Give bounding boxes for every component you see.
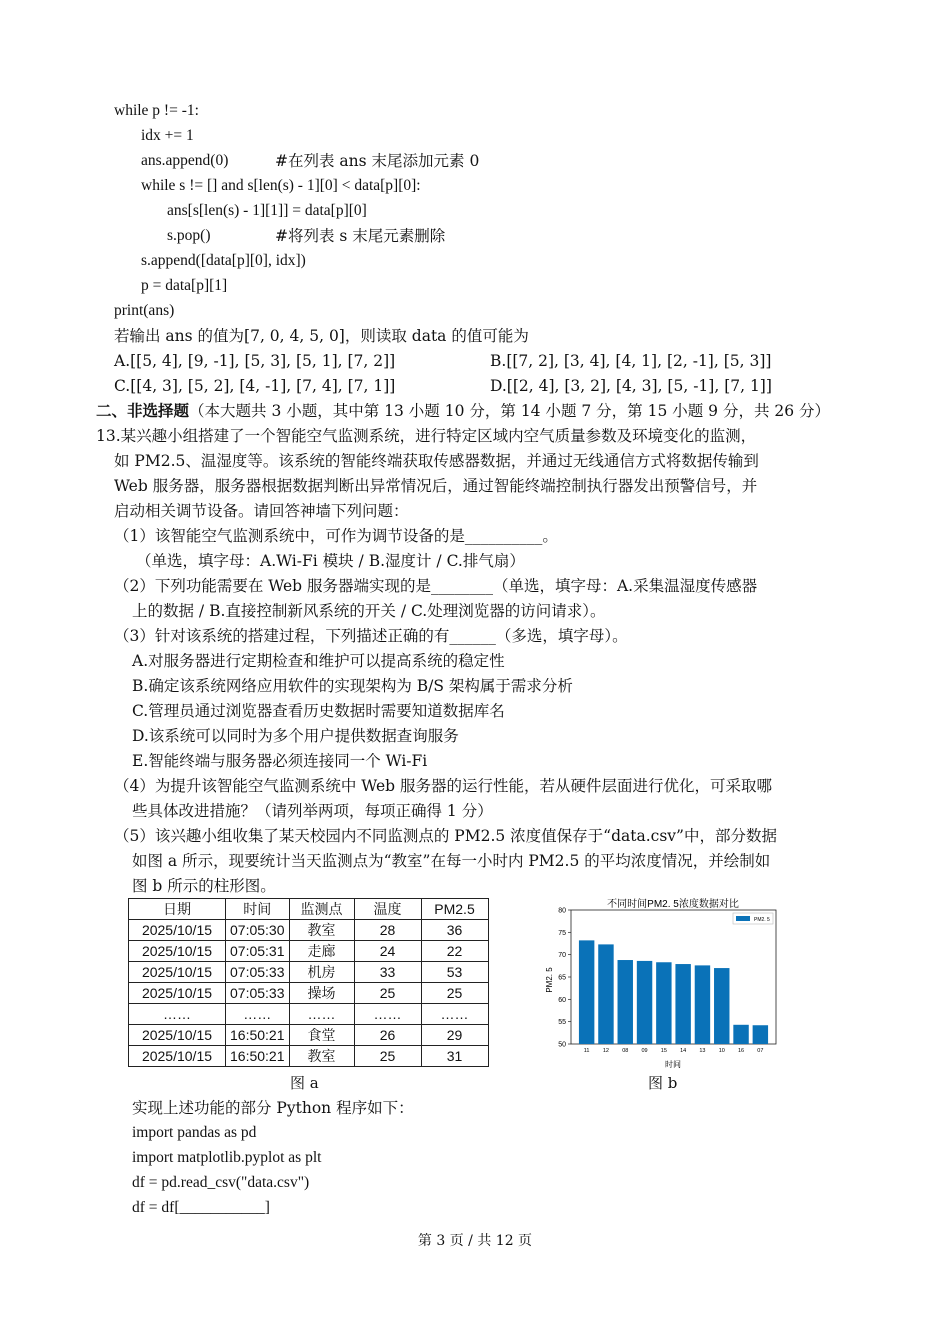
table-cell: …… (354, 1004, 421, 1025)
table-cell: 走廊 (289, 941, 354, 962)
y-axis-label: PM2. 5 (545, 967, 554, 993)
sub-question-3: （3）针对该系统的搭建过程，下列描述正确的有______（多选，填字母）。 (114, 627, 628, 645)
sub-question-1: （1）该智能空气监测系统中，可作为调节设备的是__________。 (114, 527, 558, 545)
col-header: 日期 (129, 899, 226, 920)
table-cell: 16:50:21 (226, 1024, 290, 1045)
table-cell: 16:50:21 (226, 1045, 290, 1066)
table-cell: 07:05:33 (226, 962, 290, 983)
table-cell: 28 (354, 920, 421, 941)
x-tick-label: 13 (699, 1048, 706, 1054)
x-tick-label: 15 (660, 1048, 667, 1054)
legend-swatch (736, 916, 750, 921)
table-cell: 07:05:30 (226, 920, 290, 941)
bar (579, 940, 594, 1044)
y-tick-label: 75 (558, 929, 566, 937)
col-header: 时间 (226, 899, 290, 920)
code-line: p = data[p][1] (141, 277, 228, 294)
y-tick-label: 60 (558, 996, 566, 1004)
figure-a-caption: 图 a (290, 1074, 319, 1092)
sub-question-3-option: C.管理员通过浏览器查看历史数据时需要知道数据库名 (132, 702, 505, 720)
code-line: import matplotlib.pyplot as plt (132, 1149, 322, 1166)
question-stem: 若输出 ans 的值为[7, 0, 4, 5, 0]，则读取 data 的值可能为 (114, 327, 529, 345)
table-cell: 33 (354, 962, 421, 983)
table-cell: 29 (421, 1024, 488, 1045)
table-cell: …… (226, 1004, 290, 1025)
chart-title: 不同时间PM2. 5浓度数据对比 (607, 899, 739, 910)
code-line: s.append([data[p][0], idx]) (141, 252, 306, 269)
table-cell: 2025/10/15 (129, 983, 226, 1004)
data-table (128, 898, 489, 1067)
sub-question-3-option: D.该系统可以同时为多个用户提供数据查询服务 (132, 727, 459, 745)
code-line: while p != -1: (114, 102, 199, 119)
table-row (129, 962, 489, 983)
q13-intro: 启动相关调节设备。请回答神墙下列问题： (114, 502, 409, 520)
sub-question-2-cont: 上的数据 / B.直接控制新风系统的开关 / C.处理浏览器的访问请求）。 (132, 602, 606, 620)
code-comment: #将列表 s 末尾元素删除 (275, 227, 446, 245)
table-row (129, 983, 489, 1004)
sub-question-5: （5）该兴趣小组收集了某天校园内不同监测点的 PM2.5 浓度值保存于“data.csv”中，部分数据 (114, 827, 777, 845)
section-desc: （本大题共 3 小题，其中第 13 小题 10 分，第 14 小题 7 分，第 15 小题 9 分，共 26 分） (189, 402, 831, 420)
table-row (129, 920, 489, 941)
col-header: 监测点 (289, 899, 354, 920)
table-cell: 53 (421, 962, 488, 983)
q13-intro: 13.某兴趣小组搭建了一个智能空气监测系统，进行特定区域内空气质量参数及环境变化的监测， (96, 427, 757, 445)
table-row (129, 1045, 489, 1066)
table-row (129, 1024, 489, 1045)
x-tick-label: 11 (583, 1048, 590, 1054)
table-cell: 机房 (289, 962, 354, 983)
x-tick-label: 16 (737, 1048, 745, 1054)
y-tick-label: 65 (558, 974, 566, 982)
table-cell: 26 (354, 1024, 421, 1045)
bar-chart (538, 892, 788, 1072)
q13-intro: 如 PM2.5、温湿度等。该系统的智能终端获取传感器数据，并通过无线通信方式将数据传输到 (114, 452, 759, 470)
code-intro: 实现上述功能的部分 Python 程序如下： (132, 1099, 414, 1117)
x-tick-label: 12 (602, 1048, 610, 1054)
bar (637, 961, 652, 1044)
code-line: ans.append(0) (141, 152, 229, 169)
bar (656, 962, 671, 1044)
bar (675, 964, 690, 1044)
table-cell: 25 (421, 983, 488, 1004)
y-tick-label: 55 (558, 1019, 566, 1027)
code-line: while s != [] and s[len(s) - 1][0] < data[p][0]: (141, 177, 421, 194)
code-line: df = pd.read_csv("data.csv") (132, 1174, 310, 1191)
table-header-row (129, 899, 489, 920)
code-comment: #在列表 ans 末尾添加元素 0 (275, 152, 480, 170)
option-d: D.[[2, 4], [3, 2], [4, 3], [5, -1], [7, 1]] (490, 377, 772, 395)
bar (714, 968, 729, 1044)
table-cell: 24 (354, 941, 421, 962)
x-tick-label: 08 (622, 1048, 629, 1054)
table-cell: 07:05:33 (226, 983, 290, 1004)
x-axis-label: 时间 (665, 1060, 681, 1069)
table-cell: 2025/10/15 (129, 1024, 226, 1045)
table-row (129, 941, 489, 962)
code-line: import pandas as pd (132, 1124, 257, 1141)
table-cell: …… (421, 1004, 488, 1025)
sub-question-3-option: A.对服务器进行定期检查和维护可以提高系统的稳定性 (132, 652, 505, 670)
table-cell: …… (289, 1004, 354, 1025)
code-line: idx += 1 (141, 127, 194, 144)
legend-label: PM2. 5 (754, 917, 770, 923)
code-line: print(ans) (114, 302, 175, 319)
table-cell: 教室 (289, 920, 354, 941)
table-cell: 2025/10/15 (129, 962, 226, 983)
option-a: A.[[5, 4], [9, -1], [5, 3], [5, 1], [7, 2]] (114, 352, 396, 370)
y-tick-label: 70 (558, 952, 566, 960)
table-cell: 25 (354, 1045, 421, 1066)
sub-question-2: （2）下列功能需要在 Web 服务器端实现的是________（单选，填字母：A.采集温湿度传感器 (114, 577, 758, 595)
sub-question-5-cont: 图 b 所示的柱形图。 (132, 877, 276, 895)
col-header: PM2.5 (421, 899, 488, 920)
table-cell: 食堂 (289, 1024, 354, 1045)
bar (618, 960, 633, 1044)
table-cell: 教室 (289, 1045, 354, 1066)
x-tick-label: 07 (757, 1048, 764, 1054)
bar (695, 965, 710, 1044)
sub-question-4-cont: 些具体改进措施？（请列举两项，每项正确得 1 分） (132, 802, 493, 820)
x-tick-label: 09 (641, 1048, 648, 1054)
code-line: ans[s[len(s) - 1][1]] = data[p][0] (167, 202, 367, 219)
table-cell: 25 (354, 983, 421, 1004)
bar (598, 944, 613, 1044)
bar (733, 1025, 748, 1044)
sub-question-4: （4）为提升该智能空气监测系统中 Web 服务器的运行性能，若从硬件层面进行优化，可采取哪 (114, 777, 772, 795)
option-b: B.[[7, 2], [3, 4], [4, 1], [2, -1], [5, 3]] (490, 352, 772, 370)
table-row (129, 1004, 489, 1025)
q13-intro: Web 服务器，服务器根据数据判断出异常情况后，通过智能终端控制执行器发出预警信号，并 (114, 477, 758, 495)
figure-b-caption: 图 b (648, 1074, 678, 1092)
table-cell: 操场 (289, 983, 354, 1004)
x-tick-label: 14 (680, 1048, 687, 1054)
page-footer: 第 3 页 / 共 12 页 (417, 1233, 533, 1249)
y-tick-label: 80 (558, 907, 566, 915)
table-cell: 31 (421, 1045, 488, 1066)
bar (753, 1025, 768, 1044)
sub-question-1-hint: （单选，填字母：A.Wi-Fi 模块 / B.湿度计 / C.排气扇） (136, 552, 525, 570)
table-cell: 22 (421, 941, 488, 962)
sub-question-3-option: B.确定该系统网络应用软件的实现架构为 B/S 架构属于需求分析 (132, 677, 573, 695)
table-cell: 2025/10/15 (129, 920, 226, 941)
y-tick-label: 50 (558, 1041, 566, 1049)
col-header: 温度 (354, 899, 421, 920)
section-title: 二、非选择题 (96, 401, 190, 420)
section-heading (96, 400, 830, 422)
code-line: s.pop() (167, 227, 211, 244)
x-tick-label: 10 (718, 1048, 725, 1054)
table-cell: 36 (421, 920, 488, 941)
table-cell: 2025/10/15 (129, 1045, 226, 1066)
table-cell: 07:05:31 (226, 941, 290, 962)
sub-question-5-cont: 如图 a 所示，现要统计当天监测点为“教室”在每一小时内 PM2.5 的平均浓度情况，并绘制如 (132, 852, 771, 870)
code-line: df = df[___________] (132, 1199, 270, 1216)
option-c: C.[[4, 3], [5, 2], [4, -1], [7, 4], [7, 1]] (114, 377, 396, 395)
sub-question-3-option: E.智能终端与服务器必须连接同一个 Wi-Fi (132, 752, 428, 770)
table-cell: …… (129, 1004, 226, 1025)
table-cell: 2025/10/15 (129, 941, 226, 962)
